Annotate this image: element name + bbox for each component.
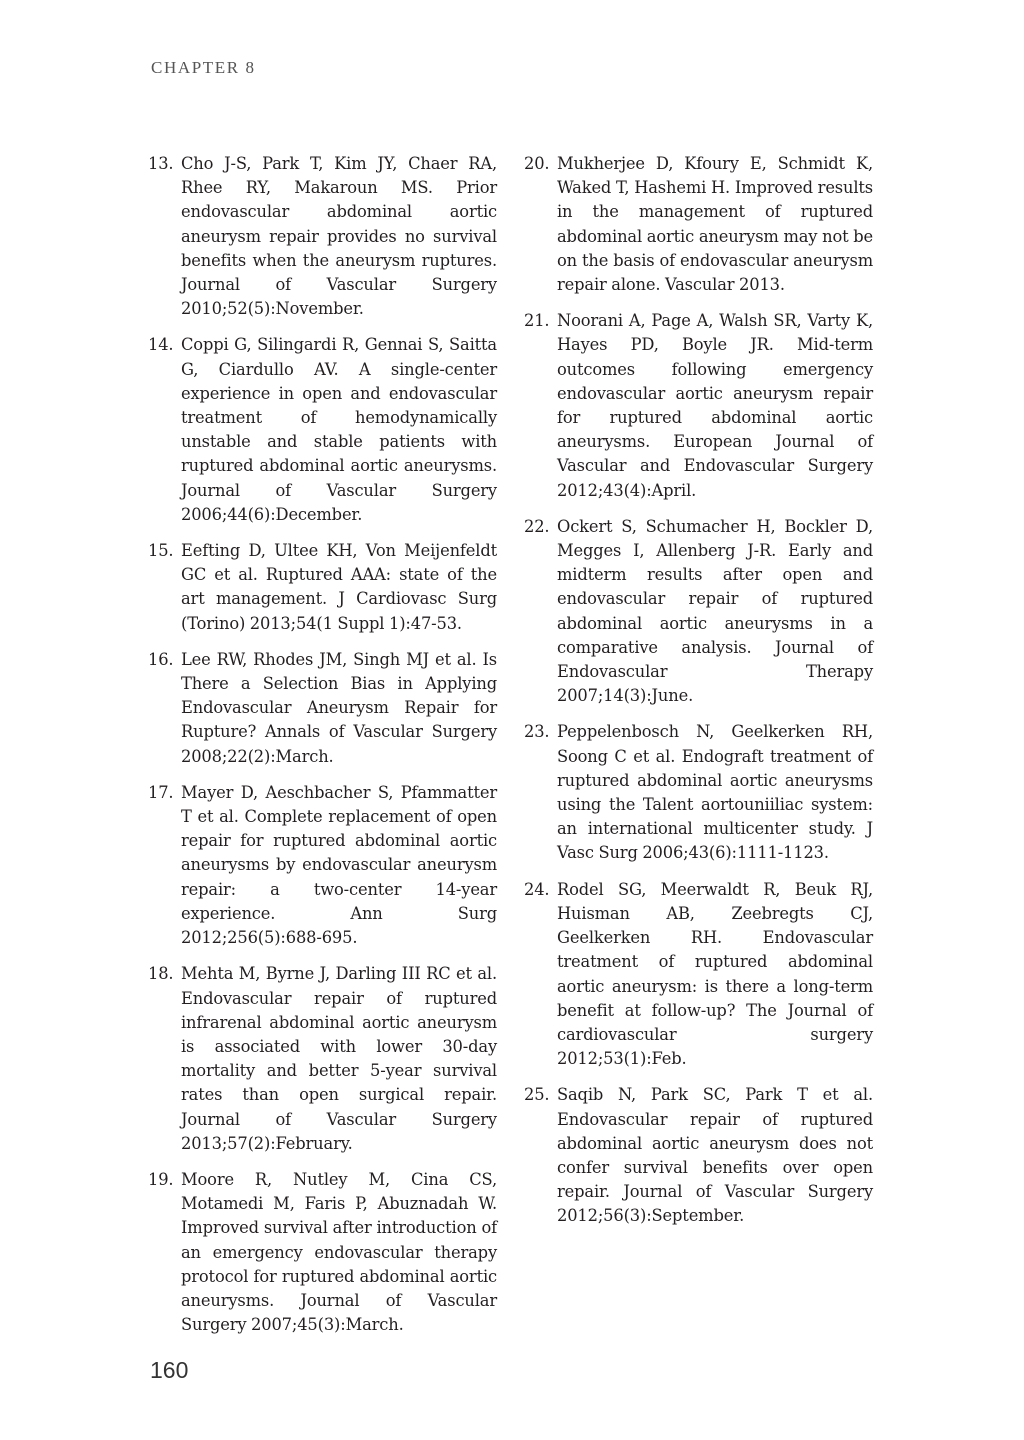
reference-number: 23. [524, 722, 550, 742]
reference-item [524, 878, 873, 1072]
reference-text: Mayer D, Aeschbacher S, Pfammatter T et al. Complete replacement of open repair for ruptured abdominal aortic aneurysms by endovascular aneurysm repair: a two-center 14-year experience. Ann Surg 2012;256(5):688-695. [181, 782, 497, 948]
reference-text: Cho J-S, Park T, Kim JY, Chaer RA, Rhee RY, Makaroun MS. Prior endovascular abdominal aortic aneurysm repair provides no survival benefits when the aneurysm ruptures. Journal of Vascular Surgery 2010;52(5):November. [181, 154, 497, 319]
reference-number: 24. [524, 879, 550, 899]
reference-item [148, 1168, 497, 1337]
reference-item [524, 309, 873, 503]
reference-item [524, 1083, 873, 1228]
reference-text: Mukherjee D, Kfoury E, Schmidt K, Waked T, Hashemi H. Improved results in the management of ruptured abdominal aortic aneurysm may not be on the basis of endovascular aneurysm repair alone. Vascular 2013. [557, 154, 873, 295]
reference-text: Saqib N, Park SC, Park T et al. Endovascular repair of ruptured abdominal aortic aneurysm does not confer survival benefits over open repair. Journal of Vascular Surgery 2012;56(3):September. [557, 1085, 873, 1226]
reference-item [148, 152, 497, 321]
reference-text: Moore R, Nutley M, Cina CS, Motamedi M, Faris P, Abuznadah W. Improved survival after introduction of an emergency endovascular therapy protocol for ruptured abdominal aortic aneurysms. Journal of Vascular Surgery 2007;45(3):March. [181, 1169, 497, 1335]
reference-number: 19. [148, 1169, 174, 1189]
reference-text: Rodel SG, Meerwaldt R, Beuk RJ, Huisman AB, Zeebregts CJ, Geelkerken RH. Endovascular treatment of ruptured abdominal aortic aneurysm: is there a long-term benefit at follow-up? The Journal of cardiovascular surgery 2012;53(1):Feb. [557, 879, 873, 1069]
reference-number: 17. [148, 782, 174, 802]
reference-item [148, 781, 497, 950]
reference-text: Eefting D, Ultee KH, Von Meijenfeldt GC et al. Ruptured AAA: state of the art management. J Cardiovasc Surg (Torino) 2013;54(1 Suppl 1):47-53. [181, 541, 497, 633]
page-number: 160 [150, 1357, 189, 1383]
reference-text: Ockert S, Schumacher H, Bockler D, Megges I, Allenberg J-R. Early and midterm results after open and endovascular repair of ruptured abdominal aortic aneurysms in a comparative analysis. Journal of Endovascular Therapy 2007;14(3):June. [557, 516, 873, 706]
reference-item [524, 152, 873, 297]
reference-number: 14. [148, 335, 174, 355]
reference-number: 15. [148, 541, 174, 561]
reference-text: Noorani A, Page A, Walsh SR, Varty K, Hayes PD, Boyle JR. Mid-term outcomes following emergency endovascular aortic aneurysm repair for ruptured abdominal aortic aneurysms. European Journal of Vascular and Endovascular Surgery 2012;43(4):April. [557, 311, 873, 500]
running-head: CHAPTER 8 [151, 58, 256, 77]
reference-number: 25. [524, 1085, 550, 1105]
reference-number: 22. [524, 516, 550, 536]
reference-text: Coppi G, Silingardi R, Gennai S, Saitta G, Ciardullo AV. A single-center experience in open and endovascular treatment of hemodynamically unstable and stable patients with ruptured abdominal aortic aneurysms. Journal of Vascular Surgery 2006;44(6):December. [181, 335, 497, 524]
reference-number: 20. [524, 154, 550, 173]
reference-number: 16. [148, 649, 174, 669]
reference-text: Lee RW, Rhodes JM, Singh MJ et al. Is There a Selection Bias in Applying Endovascular Aneurysm Repair for Rupture? Annals of Vascular Surgery 2008;22(2):March. [181, 649, 497, 766]
reference-item [148, 648, 497, 769]
reference-column-right [524, 152, 873, 1241]
reference-item [148, 539, 497, 636]
reference-number: 21. [524, 311, 550, 331]
reference-item [524, 720, 873, 865]
reference-text: Peppelenbosch N, Geelkerken RH, Soong C et al. Endograft treatment of ruptured abdominal aortic aneurysms using the Talent aortouniiliac system: an international multicenter study. J Vasc Surg 2006;43(6):1111-1123. [557, 722, 873, 863]
reference-column-left [148, 152, 497, 1349]
reference-item [524, 515, 873, 709]
reference-text: Mehta M, Byrne J, Darling III RC et al. Endovascular repair of ruptured infrarenal abdominal aortic aneurysm is associated with lower 30-day mortality and better 5-year survival rates than open surgical repair. Journal of Vascular Surgery 2013;57(2):February. [181, 964, 497, 1153]
reference-item [148, 962, 497, 1156]
reference-item [148, 333, 497, 527]
reference-number: 13. [148, 154, 174, 173]
reference-number: 18. [148, 964, 174, 984]
